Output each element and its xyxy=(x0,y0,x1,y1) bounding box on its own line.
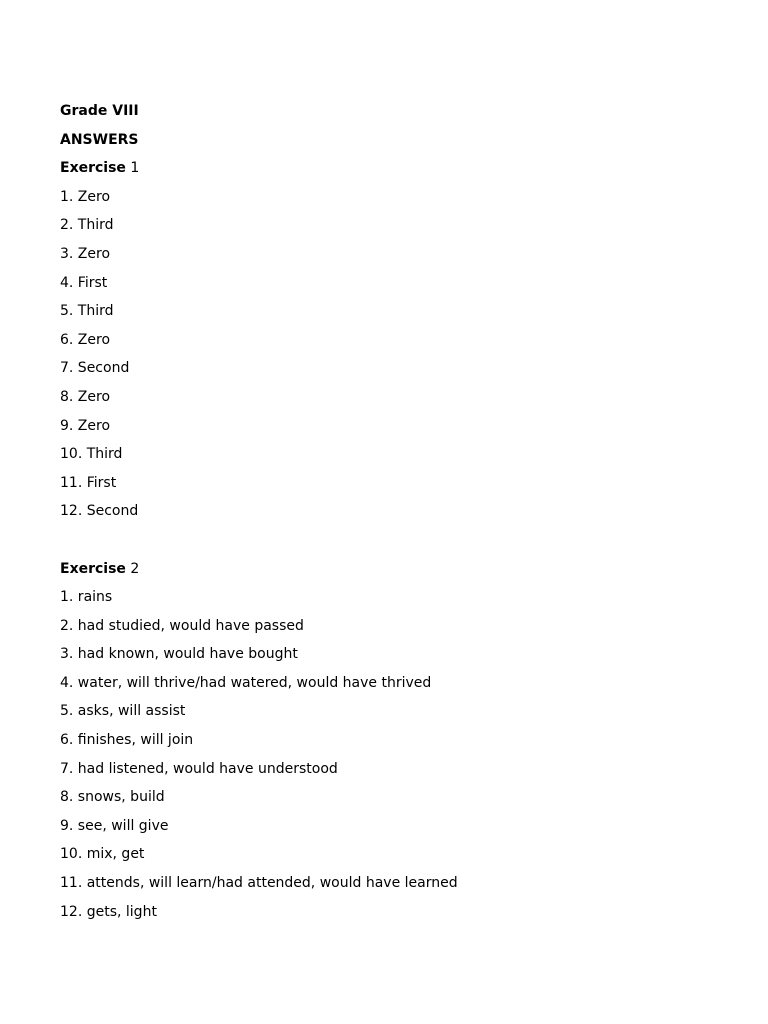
exercise-1-label: Exercise xyxy=(60,160,126,177)
list-item: 7. had listened, would have understood xyxy=(60,760,338,777)
exercise-2-label: Exercise xyxy=(60,560,126,577)
list-item: 12. gets, light xyxy=(60,903,157,920)
list-item: 8. snows, build xyxy=(60,789,165,806)
list-item: 8. Zero xyxy=(60,388,111,405)
exercise-1-heading xyxy=(60,157,740,186)
list-item: 6. finishes, will join xyxy=(60,732,194,749)
list-item: 4. First xyxy=(60,274,108,291)
list-item: 9. Zero xyxy=(60,417,111,434)
list-item: 10. mix, get xyxy=(60,846,145,863)
exercise-1-number: 1 xyxy=(130,160,140,177)
list-item: 1. Zero xyxy=(60,188,111,205)
grade-heading: Grade VIII xyxy=(60,103,139,119)
list-item: 4. water, will thrive/had watered, would have thrived xyxy=(60,674,432,691)
list-item: 3. Zero xyxy=(60,245,111,262)
exercise-2-number: 2 xyxy=(130,560,140,577)
list-item: 7. Second xyxy=(60,360,130,377)
list-item: 1. rains xyxy=(60,589,113,606)
list-item: 12. Second xyxy=(60,503,139,520)
section-spacer xyxy=(60,529,740,558)
list-item: 9. see, will give xyxy=(60,817,169,834)
list-item: 10. Third xyxy=(60,446,123,463)
list-item: 2. had studied, would have passed xyxy=(60,617,304,634)
list-item: 6. Zero xyxy=(60,331,111,348)
list-item: 5. Third xyxy=(60,303,114,320)
exercise-2-heading xyxy=(60,558,740,587)
list-item: 3. had known, would have bought xyxy=(60,646,298,663)
list-item: 2. Third xyxy=(60,217,114,234)
list-item: 11. First xyxy=(60,474,117,491)
list-item: 11. attends, will learn/had attended, would have learned xyxy=(60,875,458,892)
list-item: 5. asks, will assist xyxy=(60,703,186,720)
answers-heading: ANSWERS xyxy=(60,131,139,148)
document-page xyxy=(60,100,740,929)
